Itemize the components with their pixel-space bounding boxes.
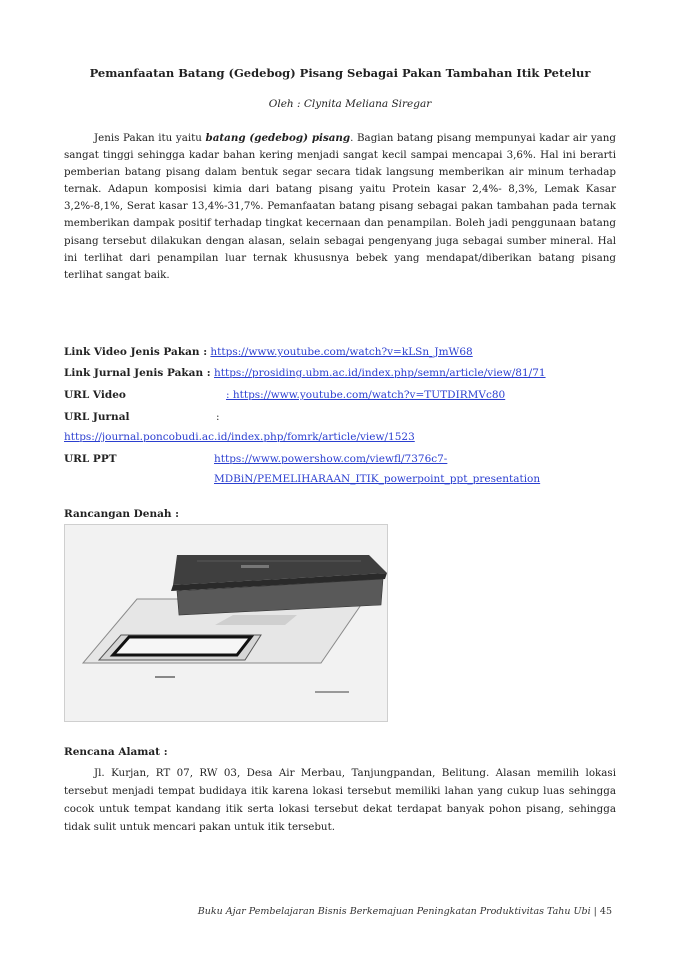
link-url[interactable]: https://journal.poncobudi.ac.id/index.php/fomrk/article/view/1523 xyxy=(64,431,415,443)
page-number: 45 xyxy=(599,906,612,917)
link-label: URL PPT xyxy=(64,453,117,465)
floor-plan-illustration xyxy=(65,525,387,721)
link-row-url-video xyxy=(64,389,126,401)
label-mark-left xyxy=(155,676,175,678)
link-url-ppt-line1 xyxy=(214,453,447,465)
link-url-ppt-line2 xyxy=(214,473,540,485)
denah-heading: Rancangan Denah : xyxy=(64,508,180,520)
footer-text: Buku Ajar Pembelajaran Bisnis Berkemajuan Peningkatan Produktivitas Tahu Ubi | xyxy=(197,906,597,917)
link-row-url-video-value xyxy=(226,389,505,401)
document-title: Pemanfaatan Batang (Gedebog) Pisang Sebagai Pakan Tambahan Itik Petelur xyxy=(89,66,591,80)
link-row-video-pakan xyxy=(64,346,473,358)
pool-pen xyxy=(113,637,251,655)
author-line: Oleh : Clynita Meliana Siregar xyxy=(268,98,432,110)
floor-plan-figure xyxy=(64,524,388,722)
link-label: Link Video Jenis Pakan : xyxy=(64,346,208,358)
page-footer xyxy=(0,906,612,917)
label-mark-right xyxy=(315,691,349,693)
link-separator: : xyxy=(216,411,220,423)
link-url[interactable]: https://www.powershow.com/viewfl/7376c7- xyxy=(214,453,448,465)
link-url[interactable]: https://www.youtube.com/watch?v=kLSn_JmW68 xyxy=(210,346,473,358)
roof-label-mark xyxy=(241,565,269,568)
link-url[interactable]: https://prosiding.ubm.ac.id/index.php/semn/article/view/81/71 xyxy=(214,367,546,379)
alamat-heading: Rencana Alamat : xyxy=(64,746,168,758)
alamat-paragraph: Jl. Kurjan, RT 07, RW 03, Desa Air Merbau, Tanjungpandan, Belitung. Alasan memilih lokasi tersebut menjadi tempat budidaya itik karena lokasi tersebut memiliki lahan yang cukup luas sehingga cocok untuk tempat kandang itik serta lokasi tersebut dekat terdapat banyak pohon pisang, sehingga tidak sulit untuk mencari pakan untuk itik tersebut. xyxy=(64,767,616,833)
link-label: URL Video xyxy=(64,389,126,401)
link-row-url-jurnal xyxy=(64,411,129,423)
link-url[interactable]: MDBiN/PEMELIHARAAN_ITIK_powerpoint_ppt_presentation xyxy=(214,473,541,485)
paragraph-emphasis: batang (gedebog) pisang xyxy=(205,132,351,144)
link-row-url-ppt xyxy=(64,453,117,465)
link-url[interactable]: : https://www.youtube.com/watch?v=TUTDIRMVc80 xyxy=(226,389,506,401)
paragraph-lead: Jenis Pakan itu yaitu xyxy=(94,132,206,144)
link-label: Link Jurnal Jenis Pakan : xyxy=(64,367,211,379)
paragraph-rest: . Bagian batang pisang mempunyai kadar air yang sangat tinggi sehingga kadar bahan kering menjadi sangat kecil sampai mencapai 3,6%. Hal ini berarti pemberian batang pisang dalam bentuk segar secara tidak langsung memberikan air minum terhadap ternak. Adapun komposisi kimia dari batang pisang yaitu Protein kasar 2,4%- 8,3%, Lemak Kasar 3,2%-8,1%, Serat kasar 13,4%-31,7%. Pemanfaatan batang pisang sebagai pakan tambahan pada ternak memberikan dampak positif terhadap tingkat kecernaan dan penampilan. Boleh jadi penggunaan batang pisang tersebut dilakukan dengan alasan, selain sebagai pengenyang juga sebagai sumber mineral. Hal ini terlihat dari penampilan luar ternak khususnya bebek yang mendapat/diberikan batang pisang terlihat sangat baik. xyxy=(64,132,616,281)
description-paragraph xyxy=(64,130,616,284)
link-label: URL Jurnal xyxy=(64,411,130,423)
link-row-url-jurnal-value xyxy=(64,431,415,443)
link-row-jurnal-pakan xyxy=(64,367,546,379)
